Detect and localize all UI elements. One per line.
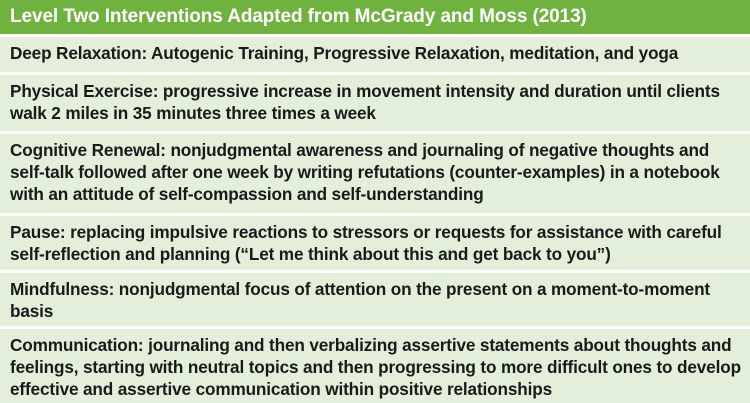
table-row-mindfulness: Mindfulness: nonjudgmental focus of attention on the present on a moment-to-moment basis [0,270,750,326]
table-row-pause: Pause: replacing impulsive reactions to stressors or requests for assistance with careful self-reflection and planning (“Let me think about this and get back to you”) [0,213,750,270]
table-row-deep-relaxation: Deep Relaxation: Autogenic Training, Progressive Relaxation, meditation, and yoga [0,34,750,72]
table-row-communication: Communication: journaling and then verbalizing assertive statements about thoughts and feelings, starting with neutral topics and then progressing to more difficult ones to develop effective and assertive communication within positive relationships [0,326,750,403]
table-row-cognitive-renewal: Cognitive Renewal: nonjudgmental awareness and journaling of negative thoughts and self-talk followed after one week by writing refutations (counter-examples) in a notebook with an attitude of self-compassion and self-understanding [0,131,750,213]
table-title: Level Two Interventions Adapted from McGrady and Moss (2013) [0,0,750,34]
table-row-physical-exercise: Physical Exercise: progressive increase in movement intensity and duration until clients walk 2 miles in 35 minutes three times a week [0,72,750,131]
